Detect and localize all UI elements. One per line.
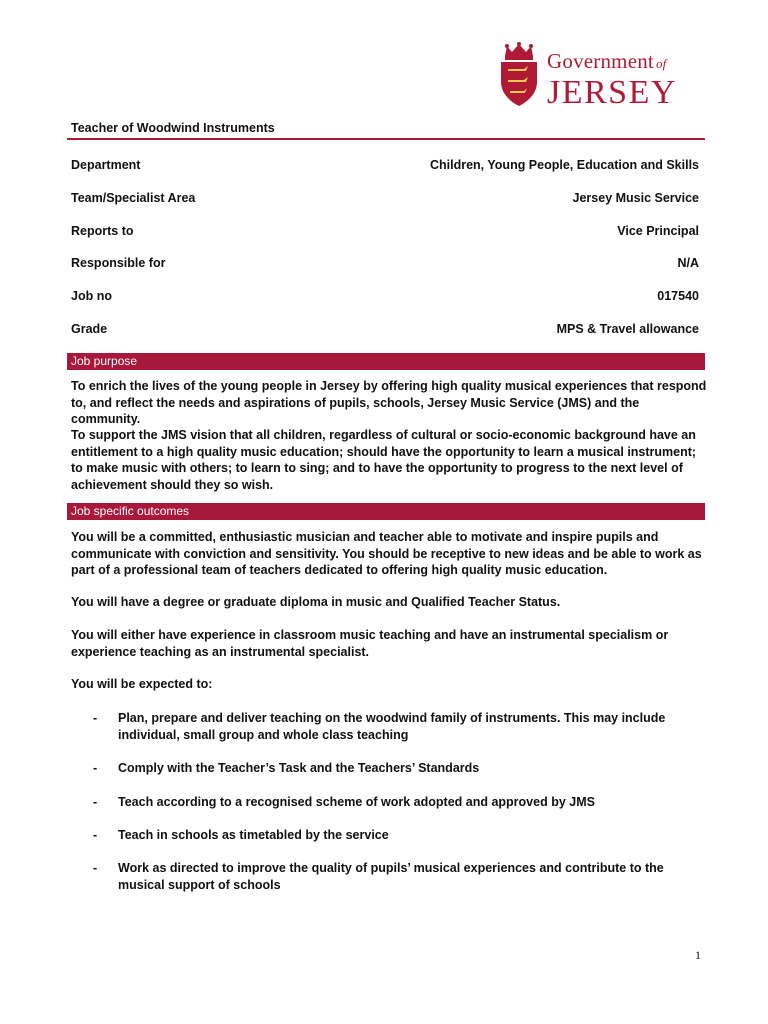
job-purpose-paragraph: To enrich the lives of the young people in Jersey by offering high quality musical experiences that respond to, and reflect the needs and aspirations of pupils, schools, Jersey Music Service (JMS) and the community. bbox=[71, 379, 707, 426]
info-row-grade bbox=[71, 322, 699, 338]
info-value: 017540 bbox=[657, 289, 699, 303]
list-item-text: Teach in schools as timetabled by the service bbox=[118, 828, 389, 842]
bullet-marker: - bbox=[93, 828, 98, 842]
info-value: Jersey Music Service bbox=[572, 191, 699, 205]
info-label: Responsible for bbox=[71, 256, 166, 270]
logo-jersey-text: JERSEY bbox=[547, 74, 677, 111]
page-number: 1 bbox=[695, 948, 701, 962]
bullet-marker: - bbox=[93, 861, 98, 875]
job-outcomes-paragraph: You will either have experience in classroom music teaching and have an instrumental specialism or experience teaching as an instrumental specialist. bbox=[71, 628, 669, 659]
job-purpose-paragraph: To support the JMS vision that all children, regardless of cultural or socio-economic background have an entitlement to a high quality music education; should have the opportunity to learn a musical instrument; to make music with others; to learn to sing; and to have the opportunity to progress to the next level of achievement should they so wish. bbox=[71, 428, 697, 492]
info-label: Grade bbox=[71, 322, 108, 336]
list-item-text: Plan, prepare and deliver teaching on the woodwind family of instruments. This may include individual, small group and whole class teaching bbox=[118, 711, 666, 742]
info-value: MPS & Travel allowance bbox=[556, 322, 699, 336]
info-row-job-no bbox=[71, 289, 699, 305]
logo-of-text: of bbox=[655, 56, 667, 71]
job-title: Teacher of Woodwind Instruments bbox=[71, 121, 275, 135]
list-item-text: Comply with the Teacher’s Task and the Teachers’ Standards bbox=[118, 761, 480, 775]
info-row-reports-to bbox=[71, 224, 699, 240]
list-item-text: Work as directed to improve the quality of pupils’ musical experiences and contribute to the musical support of schools bbox=[118, 861, 664, 892]
info-label: Job no bbox=[71, 289, 112, 303]
list-item-text: Teach according to a recognised scheme of work adopted and approved by JMS bbox=[118, 795, 595, 809]
info-label: Team/Specialist Area bbox=[71, 191, 196, 205]
job-outcomes-paragraph: You will have a degree or graduate diploma in music and Qualified Teacher Status. bbox=[71, 595, 561, 609]
info-row-responsible-for bbox=[71, 256, 699, 272]
title-divider bbox=[67, 138, 705, 140]
info-label: Reports to bbox=[71, 224, 134, 238]
government-of-jersey-logo bbox=[497, 42, 687, 112]
info-value: Children, Young People, Education and Skills bbox=[429, 158, 699, 172]
job-outcomes-paragraph: You will be a committed, enthusiastic musician and teacher able to motivate and inspire pupils and communicate with conviction and sensitivity. You should be receptive to new ideas and be able to work as part of a professional team of teachers dedicated to offering high quality music education. bbox=[71, 530, 702, 577]
section-heading-job-purpose: Job purpose bbox=[67, 353, 705, 370]
section-heading-job-outcomes: Job specific outcomes bbox=[67, 503, 705, 520]
info-value: N/A bbox=[677, 256, 699, 270]
logo-government-text: Government bbox=[547, 49, 654, 73]
bullet-marker: - bbox=[93, 761, 98, 775]
bullet-marker: - bbox=[93, 711, 98, 725]
info-row-department bbox=[71, 158, 699, 174]
bullet-marker: - bbox=[93, 795, 98, 809]
info-label: Department bbox=[71, 158, 141, 172]
job-outcomes-paragraph: You will be expected to: bbox=[71, 677, 213, 691]
jersey-crest-icon bbox=[497, 42, 541, 108]
info-row-team bbox=[71, 191, 699, 207]
info-value: Vice Principal bbox=[617, 224, 699, 238]
